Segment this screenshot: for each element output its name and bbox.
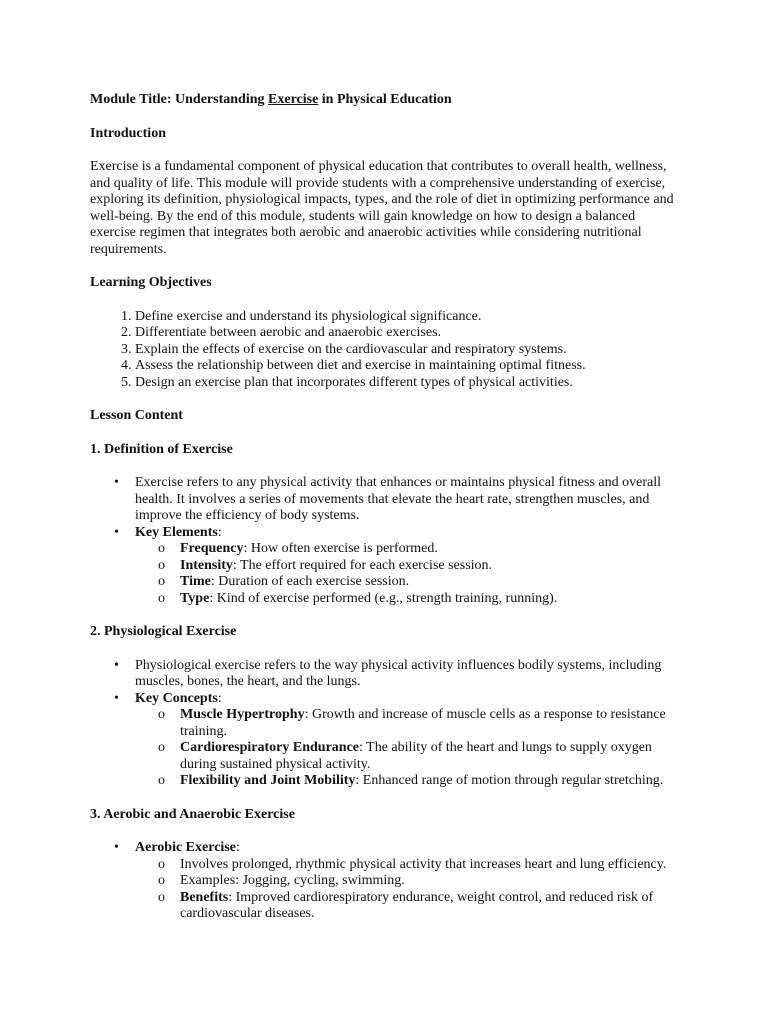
- section3-list: [90, 840, 678, 923]
- section3-heading: 3. Aerobic and Anaerobic Exercise: [90, 806, 295, 822]
- section1-heading: 1. Definition of Exercise: [90, 441, 233, 457]
- section1-bullet-key-elements: [90, 525, 678, 608]
- section1-bullet-definition: • Exercise refers to any physical activity that enhances or maintains physical fitness and overall health. It involves a series of movements that elevate the heart rate, strengthen muscles, and improve the efficiency of body systems.: [90, 475, 678, 525]
- aerobic-item-text: : Improved cardiorespiratory endurance, weight control, and reduced risk of cardiovascular diseases.: [180, 889, 654, 921]
- section1-list: [90, 475, 678, 607]
- key-element-text: : Kind of exercise performed (e.g., strength training, running).: [209, 590, 558, 606]
- section2-list: [90, 658, 678, 790]
- key-element-text: : How often exercise is performed.: [243, 541, 438, 556]
- section2-bullet-key-concepts: [90, 691, 678, 790]
- key-concepts-label: Key Concepts: [135, 690, 218, 706]
- key-element-text: : The effort required for each exercise session.: [232, 557, 493, 573]
- key-concept-text: : The ability of the heart and lungs to supply oxygen during sustained physical activity.: [180, 740, 652, 772]
- aerobic-item-term: Benefits: [180, 889, 229, 905]
- introduction-heading: Introduction: [90, 125, 166, 141]
- section2-heading: 2. Physiological Exercise: [90, 624, 237, 639]
- key-concept-item: [135, 740, 678, 773]
- key-concept-term: Muscle Hypertrophy: [180, 707, 305, 722]
- key-elements-sublist: [135, 541, 678, 607]
- key-element-term: Intensity: [180, 557, 233, 573]
- key-element-text: : Duration of each exercise session.: [210, 574, 410, 589]
- key-elements-colon: :: [217, 524, 222, 540]
- key-concept-item: [135, 773, 678, 790]
- aerobic-sublist: [135, 857, 678, 923]
- key-element-item: [135, 574, 678, 591]
- objectives-heading: Learning Objectives: [90, 275, 212, 290]
- key-concept-text: : Enhanced range of motion through regular stretching.: [355, 773, 664, 788]
- key-element-term: Type: [180, 590, 210, 606]
- key-concept-text: : Growth and increase of muscle cells as a response to resistance training.: [180, 707, 666, 739]
- key-concepts-sublist: [135, 707, 678, 790]
- objective-item: 5. Design an exercise plan that incorporates different types of physical activities.: [135, 375, 678, 392]
- section3-bullet-aerobic: [90, 840, 678, 923]
- key-concept-item: [135, 707, 678, 740]
- aerobic-label: Aerobic Exercise: [135, 840, 236, 855]
- objectives-list: [90, 309, 678, 392]
- objective-item: 1. Define exercise and understand its physiological significance.: [135, 309, 678, 326]
- aerobic-colon: :: [235, 840, 240, 855]
- section2-bullet-definition: • Physiological exercise refers to the way physical activity influences bodily systems, including muscles, bones, the heart, and the lungs.: [90, 658, 678, 691]
- objective-item: 4. Assess the relationship between diet and exercise in maintaining optimal fitness.: [135, 358, 678, 375]
- aerobic-item: [135, 857, 678, 874]
- key-element-item: [135, 591, 678, 608]
- objective-item: 3. Explain the effects of exercise on the cardiovascular and respiratory systems.: [135, 342, 678, 359]
- module-title-underlined: Exercise: [268, 92, 319, 107]
- key-elements-label: Key Elements: [135, 524, 218, 540]
- module-title: [90, 92, 678, 109]
- key-concepts-colon: :: [217, 690, 222, 706]
- key-concept-term: Flexibility and Joint Mobility: [180, 773, 356, 788]
- key-element-item: [135, 541, 678, 558]
- aerobic-item-text: Examples: Jogging, cycling, swimming.: [180, 873, 405, 888]
- objective-item: 2. Differentiate between aerobic and anaerobic exercises.: [135, 325, 678, 342]
- module-title-suffix: in Physical Education: [318, 92, 452, 107]
- key-element-item: [135, 558, 678, 575]
- key-concept-term: Cardiorespiratory Endurance: [180, 740, 360, 755]
- key-element-term: Time: [180, 574, 211, 589]
- aerobic-item-text: Involves prolonged, rhythmic physical activity that increases heart and lung efficiency.: [180, 856, 667, 872]
- aerobic-item: [135, 890, 678, 923]
- introduction-text: Exercise is a fundamental component of physical education that contributes to overall health, wellness, and quality of life. This module will provide students with a comprehensive understanding of exercise, exploring its definition, physiological impacts, types, and the role of diet in optimizing performance and well-being. By the end of this module, students will gain knowledge on how to design a balanced exercise regimen that integrates both aerobic and anaerobic activities while considering nutritional requirements.: [90, 159, 674, 257]
- aerobic-item: [135, 873, 678, 890]
- key-element-term: Frequency: [180, 541, 244, 556]
- lesson-content-heading: Lesson Content: [90, 408, 183, 423]
- module-title-prefix: Module Title: Understanding: [90, 92, 269, 107]
